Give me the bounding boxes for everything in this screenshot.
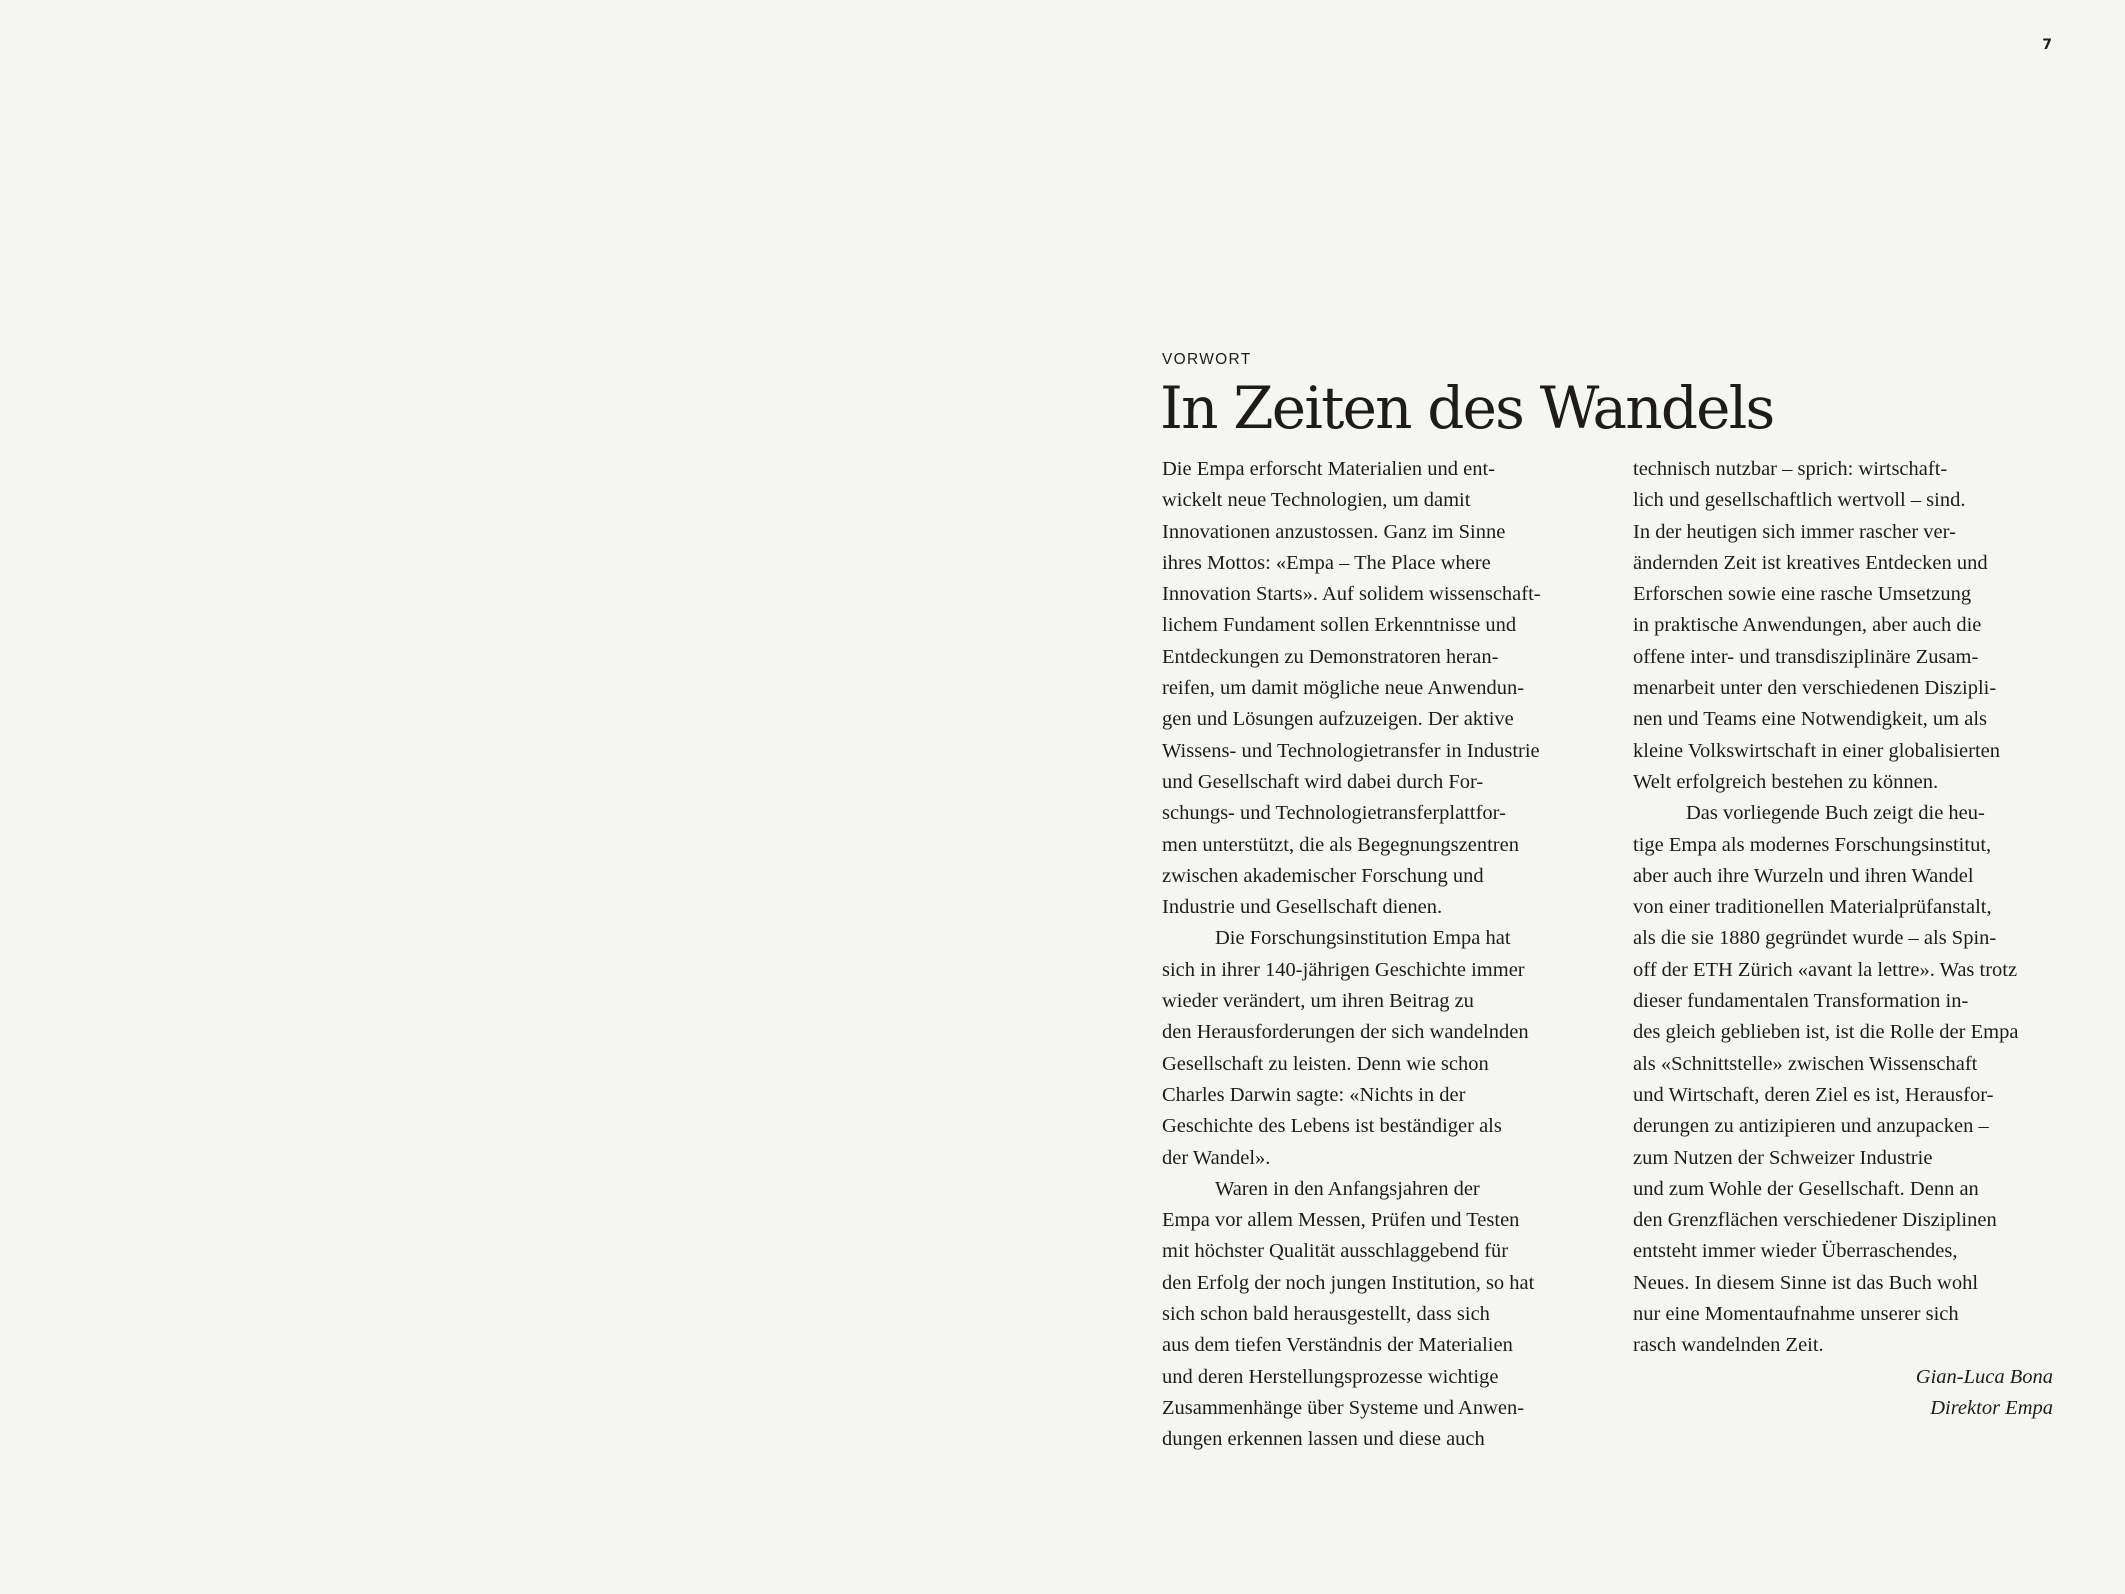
text-line: aber auch ihre Wurzeln und ihren Wandel	[1633, 864, 1974, 887]
text-line: Welt erfolgreich bestehen zu können.	[1633, 770, 1939, 793]
text-line: und zum Wohle der Gesellschaft. Denn an	[1633, 1177, 1979, 1200]
text-line: Neues. In diesem Sinne ist das Buch wohl	[1633, 1271, 1979, 1294]
text-line: Empa vor allem Messen, Prüfen und Testen	[1162, 1209, 1520, 1232]
page-number: 7	[2042, 37, 2052, 53]
text-line: schungs- und Technologietransferplattfor-	[1162, 802, 1506, 825]
text-line: gen und Lösungen aufzuzeigen. Der aktive	[1162, 708, 1514, 731]
text-line: als «Schnittstelle» zwischen Wissenschaft	[1633, 1052, 1978, 1075]
text-line: In der heutigen sich immer rascher ver-	[1633, 520, 1956, 543]
text-column-left	[1162, 454, 1592, 1456]
text-line: mit höchster Qualität ausschlaggebend für	[1162, 1240, 1509, 1263]
text-line: den Herausforderungen der sich wandelnden	[1162, 1021, 1529, 1044]
text-line: lichem Fundament sollen Erkenntnisse und	[1162, 614, 1517, 637]
text-line: men unterstützt, die als Begegnungszentren	[1162, 833, 1519, 856]
text-line: und Gesellschaft wird dabei durch For-	[1162, 770, 1484, 793]
text-line: Charles Darwin sagte: «Nichts in der	[1162, 1083, 1466, 1106]
text-line: nur eine Momentaufnahme unserer sich	[1633, 1303, 1959, 1326]
text-line: Die Empa erforscht Materialien und ent-	[1162, 458, 1495, 480]
text-line: Geschichte des Lebens ist beständiger als	[1162, 1115, 1502, 1138]
text-line: des gleich geblieben ist, ist die Rolle der Empa	[1633, 1021, 2019, 1044]
text-line: Wissens- und Technologietransfer in Industrie	[1162, 739, 1540, 762]
text-line: als die sie 1880 gegründet wurde – als Spin-	[1633, 927, 1997, 950]
text-line: ihres Mottos: «Empa – The Place where	[1162, 551, 1491, 574]
text-line: in praktische Anwendungen, aber auch die	[1633, 614, 1982, 637]
text-line: Entdeckungen zu Demonstratoren heran-	[1162, 645, 1499, 668]
text-line: und deren Herstellungsprozesse wichtige	[1162, 1365, 1499, 1388]
text-line: und Wirtschaft, deren Ziel es ist, Herausfor-	[1633, 1083, 1994, 1106]
text-line: entsteht immer wieder Überraschendes,	[1633, 1240, 1958, 1263]
text-line: zwischen akademischer Forschung und	[1162, 864, 1484, 887]
text-line: tige Empa als modernes Forschungsinstitut,	[1633, 833, 1992, 856]
text-line: reifen, um damit mögliche neue Anwendun-	[1162, 677, 1525, 700]
paragraph-start-line: Waren in den Anfangsjahren der	[1215, 1177, 1480, 1200]
text-line: den Grenzflächen verschiedener Disziplinen	[1633, 1209, 1997, 1232]
text-line: zum Nutzen der Schweizer Industrie	[1633, 1146, 1933, 1169]
text-line: derungen zu antizipieren und anzupacken –	[1633, 1115, 1989, 1138]
text-line: dungen erkennen lassen und diese auch	[1162, 1428, 1485, 1451]
text-line: wieder verändert, um ihren Beitrag zu	[1162, 990, 1474, 1013]
text-line: menarbeit unter den verschiedenen Diszipli-	[1633, 677, 1997, 700]
text-line: sich in ihrer 140-jährigen Geschichte immer	[1162, 958, 1525, 981]
text-line: lich und gesellschaftlich wertvoll – sind.	[1633, 489, 1966, 512]
text-line: dieser fundamentalen Transformation in-	[1633, 990, 1969, 1013]
signature-role: Direktor Empa	[1930, 1396, 2053, 1419]
paragraph-start-line: Die Forschungsinstitution Empa hat	[1215, 927, 1511, 950]
text-line: kleine Volkswirtschaft in einer globalisierten	[1633, 739, 2001, 762]
text-line: wickelt neue Technologien, um damit	[1162, 489, 1471, 512]
text-line: den Erfolg der noch jungen Institution, so hat	[1162, 1271, 1535, 1294]
text-line: Erforschen sowie eine rasche Umsetzung	[1633, 583, 1972, 606]
text-line: Innovationen anzustossen. Ganz im Sinne	[1162, 520, 1506, 543]
text-line: von einer traditionellen Materialprüfanstalt,	[1633, 896, 1992, 919]
text-line: Gesellschaft zu leisten. Denn wie schon	[1162, 1052, 1489, 1075]
text-line: rasch wandelnden Zeit.	[1633, 1334, 1824, 1357]
text-line: sich schon bald herausgestellt, dass sich	[1162, 1303, 1490, 1326]
signature-name: Gian-Luca Bona	[1915, 1365, 2053, 1388]
text-line: aus dem tiefen Verständnis der Materialien	[1162, 1334, 1513, 1357]
text-line: offene inter- und transdisziplinäre Zusam-	[1633, 645, 1979, 668]
text-line: Innovation Starts». Auf solidem wissenschaft-	[1162, 583, 1541, 606]
text-line: nen und Teams eine Notwendigkeit, um als	[1633, 708, 1988, 731]
text-line: Zusammenhänge über Systeme und Anwen-	[1162, 1396, 1525, 1419]
text-column-right	[1633, 454, 2053, 1424]
paragraph-start-line: Das vorliegende Buch zeigt die heu-	[1686, 802, 1985, 825]
page-title: In Zeiten des Wandels	[1160, 374, 1774, 442]
text-line: Industrie und Gesellschaft dienen.	[1162, 896, 1443, 919]
text-line: ändernden Zeit ist kreatives Entdecken und	[1633, 551, 1988, 574]
text-line: der Wandel».	[1162, 1146, 1271, 1169]
text-line: off der ETH Zürich «avant la lettre». Was trotz	[1633, 958, 2018, 981]
section-label: VORWORT	[1162, 351, 1252, 368]
text-line: technisch nutzbar – sprich: wirtschaft-	[1633, 458, 1948, 480]
